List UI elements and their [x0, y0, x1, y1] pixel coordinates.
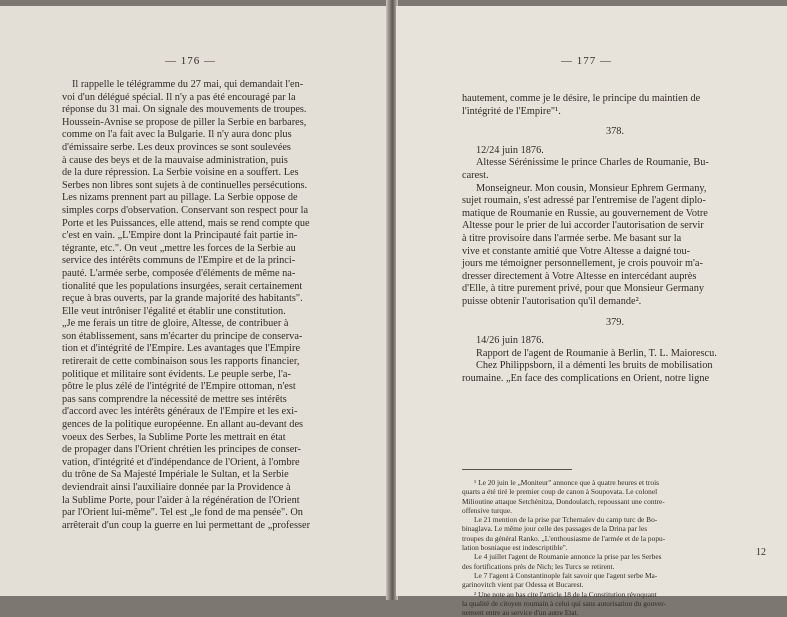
left-text-line: tion et d'intégrité de l'Empire. Les avantages que l'Empire	[62, 343, 301, 355]
signature-mark: 12	[756, 547, 766, 558]
left-text-line: son établissement, sans m'écarter du principe de conserva-	[62, 330, 303, 342]
footnote-line: ¹ Le 20 juin le „Moniteur" annonce que à quatre heures et trois	[474, 478, 660, 487]
right-text-line: Altesse Sérénissime le prince Charles de Roumanie, Bu-	[476, 157, 709, 169]
right-text-line: l'intégrité de l'Empire"¹.	[462, 105, 561, 117]
footnote-line: troupes du général Ranko. „L'enthousiasme de l'armée et de la popu-	[462, 533, 666, 543]
left-text-line: Serbes non libres sont sujets à de continuelles persécutions.	[62, 179, 308, 191]
spacer	[462, 309, 772, 317]
left-text-line: c'est en vain. „L'Empire dont la Principauté fait partie in-	[62, 230, 298, 242]
left-page	[0, 6, 388, 596]
left-text-line: à cause des beys et de la mauvaise administration, puis	[62, 154, 288, 166]
right-page-body	[462, 93, 772, 385]
left-text-line: de la dure répression. La Serbie voisine en a souffert. Les	[62, 167, 299, 179]
left-text-line: la Sublime Porte, pour l'aider à la régénération de l'Orient	[62, 494, 300, 506]
footnote-line: des fortifications près de Nich; les Turcs se retirent.	[462, 561, 615, 571]
footnote-line: Le 21 mention de la prise par Tchernaïev du camp turc de Bo-	[474, 515, 658, 525]
right-page	[396, 6, 787, 617]
footnote-line: binaglava. Le même jour celle des passages de la Drina par les	[462, 524, 648, 534]
footnote-line: offensive turque.	[462, 505, 512, 515]
right-text-line: matique de Roumanie en Russie, au gouvernement de Votre	[462, 207, 708, 219]
entry-date: 14/26 juin 1876.	[476, 335, 544, 347]
entry-number: 378.	[606, 126, 625, 138]
left-text-line: „Je me ferais un titre de gloire, Altesse, de contribuer à	[62, 318, 289, 330]
left-text-line: pôtre le plus zélé de l'intégrité de l'Empire ottoman, n'est	[62, 381, 296, 393]
footnotes	[462, 478, 772, 617]
left-page-number: — 176 —	[165, 55, 216, 67]
entry-date: 12/24 juin 1876.	[476, 144, 544, 156]
left-text-line: service des intérêts communs de l'Empire et de la princi-	[62, 255, 296, 267]
left-text-line: Les nizams prennent part au pillage. La Serbie oppose de	[62, 192, 298, 204]
left-text-line: voi d'un délégué spécial. Il n'y a pas été encouragé par la	[62, 91, 296, 103]
left-text-line: pauté. L'armée serbe, composée d'éléments de même na-	[62, 267, 296, 279]
right-text-line: vive et constante amitié que Votre Altesse a daigné tou-	[462, 245, 691, 257]
left-text-line: arrêterait d'un coup la guerre en lui permettant de „professer	[62, 519, 311, 531]
right-text-line: puisse obtenir l'autorisation qu'il demande².	[462, 295, 642, 307]
left-text-line: politique et militaire sont évidents. Le peuple serbe, l'a-	[62, 368, 291, 380]
footnote-line: Le 4 juillet l'agent de Roumanie annonce la prise par les Serbes	[474, 552, 662, 562]
right-text-line: roumaine. „En face des complications en Orient, notre ligne	[462, 372, 710, 384]
left-text-line: voeux des Serbes, la Sublime Porte les mettrait en état	[62, 431, 286, 443]
footnote-line: nement entre au service d'un autre Etat.	[462, 608, 579, 617]
right-text-line: carest.	[462, 169, 489, 181]
right-text-line: sujet roumain, s'est adressé par l'entremise de l'agent diplo-	[462, 195, 706, 207]
right-text-line: dresser directement à Votre Altesse en intercédant auprès	[462, 270, 697, 282]
right-text-line: hautement, comme je le désire, le principe du maintien de	[462, 93, 701, 104]
right-text-line: Altesse pour le prier de lui accorder l'autorisation de servir	[462, 220, 704, 232]
left-text-line: Elle veut intrôniser l'égalité et établir une constitution.	[62, 305, 286, 317]
right-text-line: Chez Philippsborn, il a démenti les bruits de mobilisation	[476, 360, 713, 372]
left-page-body	[62, 79, 378, 532]
left-text-line: de propager dans l'Orient chrétien les principes de conser-	[62, 444, 301, 456]
footnote-line: Le 7 l'agent à Constantinople fait savoir que l'agent serbe Ma-	[474, 570, 658, 580]
left-text-line: comme on l'a fait avec la Bulgarie. Il n'y aura donc plus	[62, 129, 292, 141]
left-text-line: deviendrait ainsi l'auxiliaire donnée par la Providence à	[62, 482, 291, 493]
left-text-line: tionalité que les populations insurgées, serait certainement	[62, 280, 303, 292]
left-text-line: d'accord avec les intérêts généraux de l'Empire et les exi-	[62, 406, 298, 418]
footnote-line: garinovitch vient par Odessa et Bucarest.	[462, 580, 584, 590]
left-text-line: vation, d'intégrité et d'indépendance de l'Orient, à l'ombre	[62, 456, 300, 468]
left-text-line: pas sans comprendre la nécessité de mettre ses intérêts	[62, 393, 287, 405]
right-text-line: à titre provisoire dans l'armée serbe. Me basant sur la	[462, 232, 682, 244]
left-text-line: retirerait de cette combinaison sous les rapports financier,	[62, 356, 300, 368]
left-text-line: tégrante, etc.". On veut „mettre les forces de la Serbie au	[62, 242, 296, 254]
left-text-line: simples corps d'observation. Conservant son respect pour la	[62, 204, 309, 216]
footnote-line: lation bosniaque est indescriptible".	[462, 543, 568, 553]
left-text-line: par l'Orient lui-même". Tel est „le fond de ma pensée". On	[62, 507, 303, 519]
right-page-number: — 177 —	[561, 55, 612, 67]
left-text-line: du trône de Sa Majesté Impériale le Sultan, et la Serbie	[62, 469, 289, 481]
right-text-line: jours me témoigner personnellement, je crois pouvoir m'a-	[462, 258, 703, 270]
footnote-line: quarts a été tiré le premier coup de canon à Soupovata. Le colonel	[462, 487, 658, 497]
right-text-line: Monseigneur. Mon cousin, Monsieur Ephrem Germany,	[476, 182, 707, 194]
left-text-line: reçue à bras ouverts, par la grande majorité des habitants".	[62, 293, 303, 305]
footnote-line: Milioutine attaque Setchénitza, Dondoulatch, repoussant une contre-	[462, 496, 665, 506]
right-text-line: d'Elle, à titre purement privé, pour que Monsieur Germany	[462, 283, 705, 295]
left-text-line: Houssein-Avnise se propose de piller la Serbie en barbares,	[62, 116, 307, 128]
footnote-rule	[462, 469, 572, 470]
left-text-line: gences de la politique européenne. En allant au-devant des	[62, 419, 304, 431]
footnote-line: la qualité de citoyen roumain à celui qui sans autorisation du gouver-	[462, 598, 667, 608]
left-text-line: Il rappelle le télégramme du 27 mai, qui demandait l'en-	[72, 79, 304, 90]
footnote-line: ² Une note au bas cite l'article 18 de la Constitution révoquant	[474, 589, 657, 599]
spacer	[462, 118, 772, 126]
left-text-line: Porte et les Puissances, elle attend, mais se rend compte que	[62, 217, 310, 229]
left-text-line: d'émissaire serbe. Les deux provinces se sont soulevées	[62, 141, 291, 153]
entry-number: 379.	[606, 316, 625, 328]
right-text-line: Rapport de l'agent de Roumanie à Berlin, T. L. Maiorescu.	[476, 347, 717, 359]
left-text-line: réponse du 31 mai. On signale des mouvements de troupes.	[62, 104, 307, 116]
